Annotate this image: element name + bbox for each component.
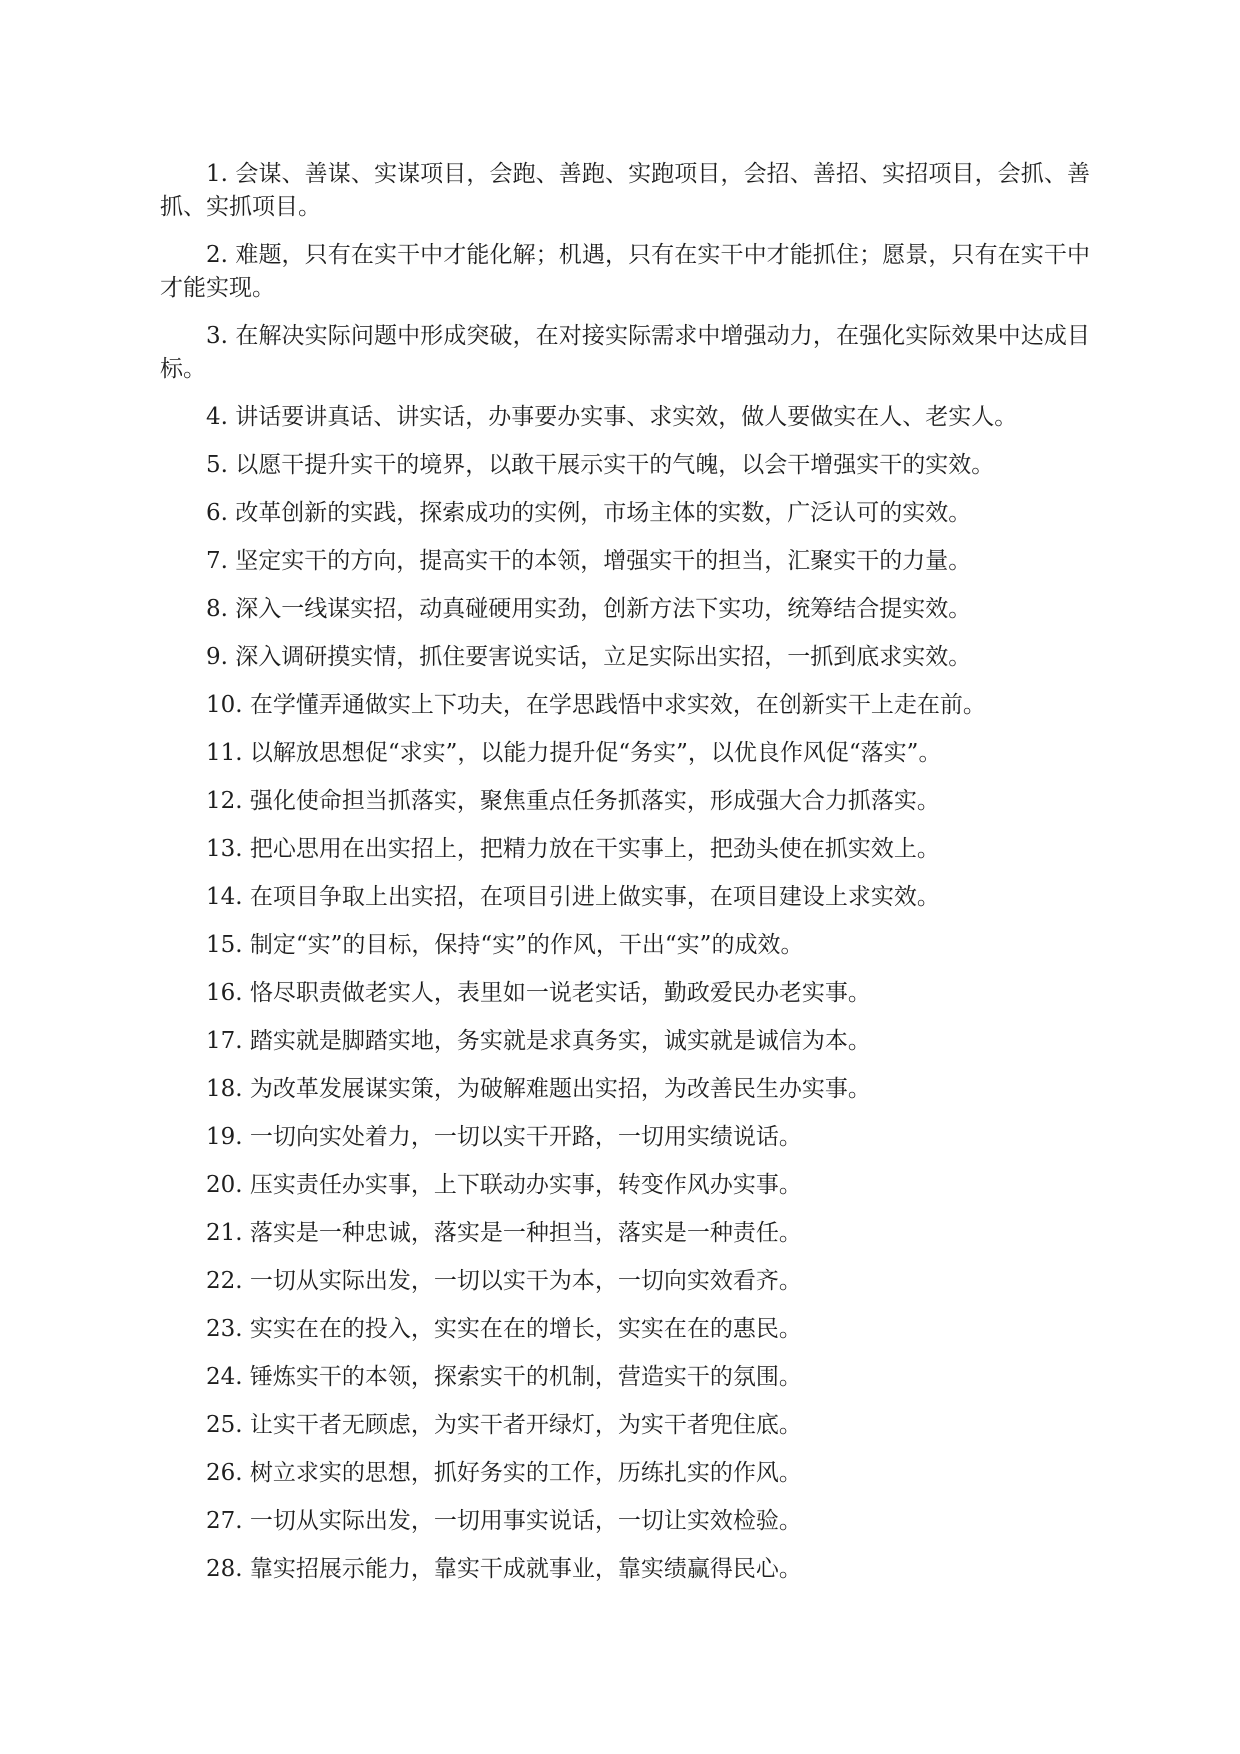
list-item: 17. 踏实就是脚踏实地，务实就是求真务实，诚实就是诚信为本。 bbox=[206, 1028, 871, 1054]
list-item: 22. 一切从实际出发，一切以实干为本，一切向实效看齐。 bbox=[206, 1268, 802, 1294]
list-item: 20. 压实责任办实事，上下联动办实事，转变作风办实事。 bbox=[206, 1172, 802, 1198]
list-item: 21. 落实是一种忠诚，落实是一种担当，落实是一种责任。 bbox=[206, 1220, 802, 1246]
list-item: 26. 树立求实的思想，抓好务实的工作，历练扎实的作风。 bbox=[206, 1460, 802, 1486]
list-item: 1. 会谋、善谋、实谋项目，会跑、善跑、实跑项目，会招、善招、实招项目，会抓、善抓、实抓项目。 bbox=[160, 161, 1090, 220]
list-item: 2. 难题，只有在实干中才能化解；机遇，只有在实干中才能抓住；愿景，只有在实干中才能实现。 bbox=[160, 242, 1090, 301]
document-body bbox=[160, 158, 1090, 1601]
list-item: 11. 以解放思想促“求实”，以能力提升促“务实”，以优良作风促“落实”。 bbox=[206, 740, 942, 766]
list-item: 3. 在解决实际问题中形成突破，在对接实际需求中增强动力，在强化实际效果中达成目标。 bbox=[160, 323, 1090, 382]
list-item: 27. 一切从实际出发，一切用事实说话，一切让实效检验。 bbox=[206, 1508, 802, 1534]
list-item: 5. 以愿干提升实干的境界，以敢干展示实干的气魄，以会干增强实干的实效。 bbox=[206, 452, 995, 478]
list-item: 9. 深入调研摸实情，抓住要害说实话，立足实际出实招，一抓到底求实效。 bbox=[206, 644, 972, 670]
list-item: 24. 锤炼实干的本领，探索实干的机制，营造实干的氛围。 bbox=[206, 1364, 802, 1390]
list-item: 8. 深入一线谋实招，动真碰硬用实劲，创新方法下实功，统筹结合提实效。 bbox=[206, 596, 972, 622]
list-item: 7. 坚定实干的方向，提高实干的本领，增强实干的担当，汇聚实干的力量。 bbox=[206, 548, 972, 574]
list-item: 14. 在项目争取上出实招，在项目引进上做实事，在项目建设上求实效。 bbox=[206, 884, 940, 910]
list-item: 28. 靠实招展示能力，靠实干成就事业，靠实绩赢得民心。 bbox=[206, 1556, 802, 1582]
list-item: 12. 强化使命担当抓落实，聚焦重点任务抓落实，形成强大合力抓落实。 bbox=[206, 788, 940, 814]
list-item: 15. 制定“实”的目标，保持“实”的作风，干出“实”的成效。 bbox=[206, 932, 804, 958]
list-item: 25. 让实干者无顾虑，为实干者开绿灯，为实干者兜住底。 bbox=[206, 1412, 802, 1438]
list-item: 23. 实实在在的投入，实实在在的增长，实实在在的惠民。 bbox=[206, 1316, 802, 1342]
list-item: 13. 把心思用在出实招上，把精力放在干实事上，把劲头使在抓实效上。 bbox=[206, 836, 940, 862]
list-item: 6. 改革创新的实践，探索成功的实例，市场主体的实数，广泛认可的实效。 bbox=[206, 500, 972, 526]
list-item: 10. 在学懂弄通做实上下功夫，在学思践悟中求实效，在创新实干上走在前。 bbox=[206, 692, 986, 718]
list-item: 19. 一切向实处着力，一切以实干开路，一切用实绩说话。 bbox=[206, 1124, 802, 1150]
list-item: 18. 为改革发展谋实策，为破解难题出实招，为改善民生办实事。 bbox=[206, 1076, 871, 1102]
list-item: 16. 恪尽职责做老实人，表里如一说老实话，勤政爱民办老实事。 bbox=[206, 980, 871, 1006]
list-item: 4. 讲话要讲真话、讲实话，办事要办实事、求实效，做人要做实在人、老实人。 bbox=[206, 404, 1018, 430]
